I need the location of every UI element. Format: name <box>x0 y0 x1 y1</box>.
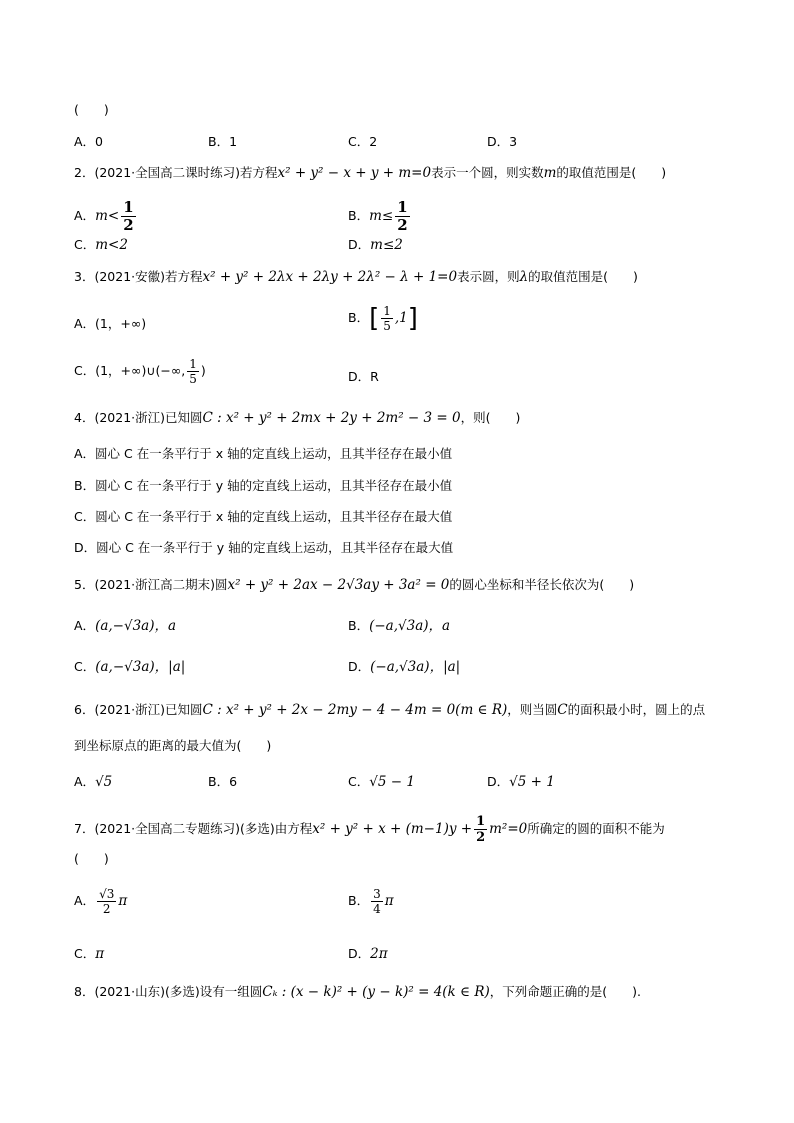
q5-option-d: D．(−a,√3a)，|a| <box>348 659 461 675</box>
q3-stem: 3．(2021·安徽)若方程x² + y² + 2λx + 2λy + 2λ² − λ + 1=0表示圆，则λ的取值范围是( ) <box>74 269 638 285</box>
q3-option-a: A．(1，+∞) <box>74 316 147 331</box>
q4-option-b: B．圆心 C 在一条平行于 y 轴的定直线上运动，且其半径存在最小值 <box>74 478 453 493</box>
q7-option-b: B． $\frac{3}{4}$ π <box>348 887 394 916</box>
q4-stem: 4．(2021·浙江)已知圆C : x² + y² + 2mx + 2y + 2m² − 3 = 0，则( ) <box>74 410 521 426</box>
q5-option-a: A．(a,−√3a)，a <box>74 618 177 634</box>
q3-option-c: C．(1，+∞)∪(−∞, $\frac{1}{5}$ ) <box>74 357 206 386</box>
q1-option-a: A．0 <box>74 134 104 149</box>
q3-option-b: B．[ $\frac{1}{5}$ ,1] <box>348 303 418 334</box>
q2-stem: 2．(2021·全国高二课时练习)若方程x² + y² − x + y + m=0表示一个圆，则实数m的取值范围是( ) <box>74 165 667 181</box>
q4-option-d: D．圆心 C 在一条平行于 y 轴的定直线上运动，且其半径存在最大值 <box>74 540 454 555</box>
q5-option-c: C．(a,−√3a)，|a| <box>74 659 186 675</box>
q1-option-d: D．3 <box>487 134 518 149</box>
q6-option-c: C．√5 − 1 <box>348 774 415 790</box>
q5-stem: 5．(2021·浙江高二期末)圆x² + y² + 2ax − 2√3ay + 3a² = 0的圆心坐标和半径长依次为( ) <box>74 577 635 593</box>
q1-paren: ( ) <box>74 102 109 117</box>
q6-option-b: B．6 <box>208 774 238 789</box>
q2-option-c: C．m<2 <box>74 237 128 253</box>
q4-option-a: A．圆心 C 在一条平行于 x 轴的定直线上运动，且其半径存在最小值 <box>74 446 453 461</box>
q7-paren: ( ) <box>74 851 109 866</box>
q6-option-a: A．√5 <box>74 774 113 790</box>
q3-option-d: D．R <box>348 369 379 384</box>
q2-option-d: D．m≤2 <box>348 237 403 253</box>
q4-option-c: C．圆心 C 在一条平行于 x 轴的定直线上运动，且其半径存在最大值 <box>74 509 453 524</box>
q6-option-d: D．√5 + 1 <box>487 774 555 790</box>
q7-option-c: C．π <box>74 946 105 962</box>
q6-stem: 6．(2021·浙江)已知圆C : x² + y² + 2x − 2my − 4 − 4m = 0(m ∈ R)，则当圆C的面积最小时，圆上的点 <box>74 702 706 718</box>
q1-option-c: C．2 <box>348 134 378 149</box>
q6-stem-line2: 到坐标原点的距离的最大值为( ) <box>74 738 272 753</box>
q7-option-d: D．2π <box>348 946 388 962</box>
q8-stem: 8．(2021·山东)(多选)设有一组圆Cₖ : (x − k)² + (y − k)² = 4(k ∈ R)，下列命题正确的是( ). <box>74 984 641 1000</box>
q2-option-b: B．m≤ $\frac{1}{2}$ <box>348 198 408 234</box>
q2-option-a: A．m< $\frac{1}{2}$ <box>74 198 134 234</box>
q7-option-a: A． $\frac{√3}{2}$ π <box>74 887 128 916</box>
q1-option-b: B．1 <box>208 134 238 149</box>
q7-stem: 7．(2021·全国高二专题练习)(多选)由方程x² + y² + x + (m−1)y + $\frac{1}{2}$ m²=0所确定的圆的面积不能为 <box>74 814 665 845</box>
q5-option-b: B．(−a,√3a)，a <box>348 618 451 634</box>
